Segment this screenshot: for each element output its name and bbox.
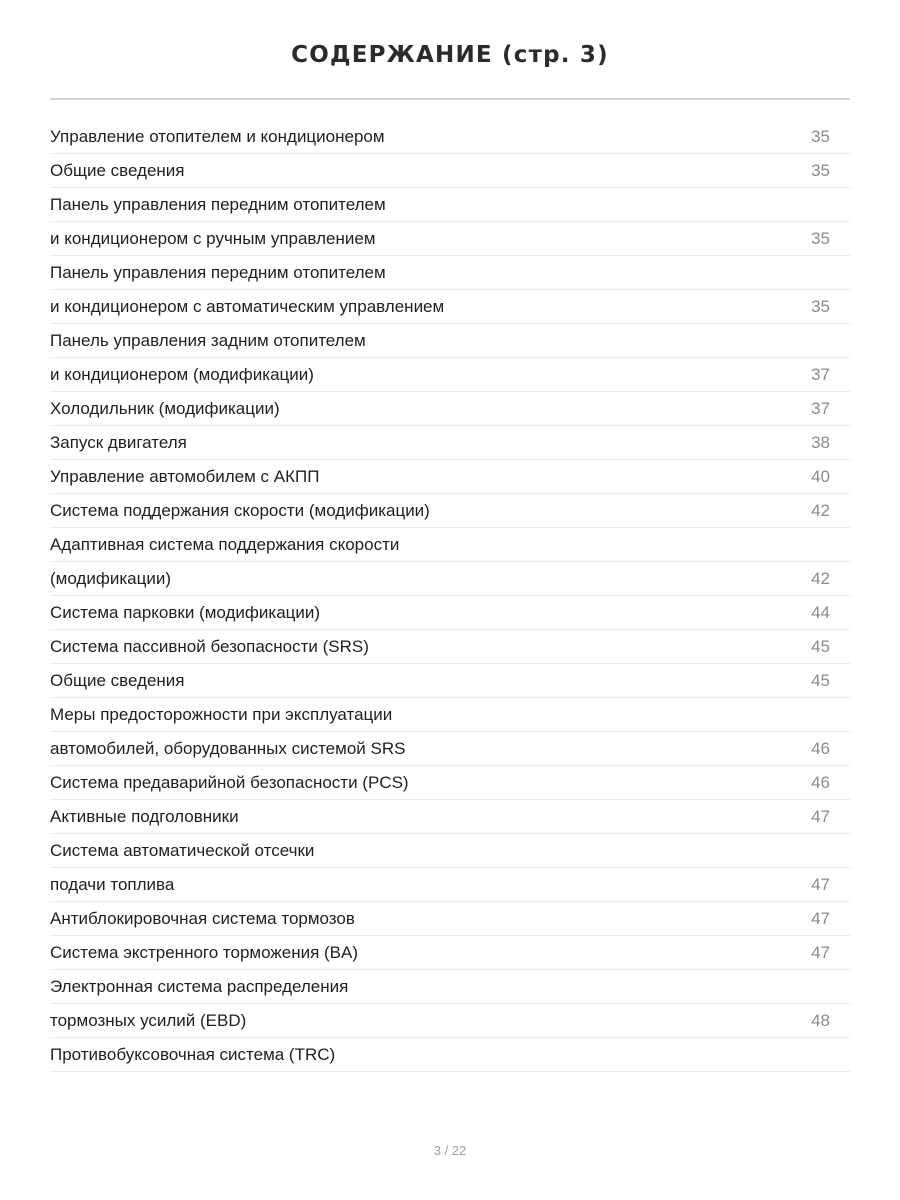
toc-entry-title: и кондиционером с автоматическим управлением <box>50 296 445 316</box>
toc-entry-page: 47 <box>811 942 830 962</box>
toc-entry-title: Управление отопителем и кондиционером <box>50 126 385 146</box>
toc-entry-title: Общие сведения <box>50 160 185 180</box>
toc-entry[interactable] <box>50 392 850 426</box>
toc-entry-title: Антиблокировочная система тормозов <box>50 908 355 928</box>
toc-entry[interactable] <box>50 562 850 596</box>
toc-entry-title: (модификации) <box>50 568 171 588</box>
toc-entry-page: 45 <box>811 670 830 690</box>
toc-entry[interactable] <box>50 766 850 800</box>
toc-entry-page: 38 <box>811 432 830 452</box>
toc-entry-title: Система пассивной безопасности (SRS) <box>50 636 369 656</box>
toc-entry-title: Холодильник (модификации) <box>50 398 280 418</box>
toc-entry-title: Панель управления задним отопителем <box>50 330 366 350</box>
toc-entry-title: Меры предосторожности при эксплуатации <box>50 704 393 724</box>
toc-entry-title: Общие сведения <box>50 670 185 690</box>
toc-entry-page: 44 <box>811 602 830 622</box>
toc-entry[interactable] <box>50 256 850 290</box>
toc-entry-page: 42 <box>811 568 830 588</box>
toc-entry[interactable] <box>50 460 850 494</box>
toc-entry-title: и кондиционером с ручным управлением <box>50 228 376 248</box>
toc-entry-title: Управление автомобилем с АКПП <box>50 466 320 486</box>
page-number: 3 / 22 <box>433 1143 467 1158</box>
toc-entry[interactable] <box>50 800 850 834</box>
toc-entry-page: 45 <box>811 636 830 656</box>
table-of-contents <box>50 120 850 1072</box>
toc-entry[interactable] <box>50 732 850 766</box>
toc-entry[interactable] <box>50 358 850 392</box>
toc-entry[interactable] <box>50 120 850 154</box>
toc-entry[interactable] <box>50 426 850 460</box>
toc-entry-title: Система парковки (модификации) <box>50 602 321 622</box>
toc-entry-title: Система экстренного торможения (BA) <box>50 942 359 962</box>
toc-entry-page: 35 <box>811 126 830 146</box>
toc-entry-page: 37 <box>811 364 830 384</box>
toc-entry[interactable] <box>50 936 850 970</box>
toc-entry-title: и кондиционером (модификации) <box>50 364 314 384</box>
toc-entry-title: Противобуксовочная система (TRC) <box>50 1044 336 1064</box>
toc-entry[interactable] <box>50 188 850 222</box>
toc-entry-page: 47 <box>811 874 830 894</box>
toc-entry-title: Активные подголовники <box>50 806 239 826</box>
toc-entry[interactable] <box>50 290 850 324</box>
toc-entry[interactable] <box>50 698 850 732</box>
title-divider <box>50 98 850 100</box>
toc-entry[interactable] <box>50 494 850 528</box>
toc-entry-page: 48 <box>811 1010 830 1030</box>
toc-entry-title: Система предаварийной безопасности (PCS) <box>50 772 409 792</box>
toc-entry-title: тормозных усилий (EBD) <box>50 1010 247 1030</box>
toc-entry-page: 42 <box>811 500 830 520</box>
toc-entry-page: 47 <box>811 908 830 928</box>
toc-entry[interactable] <box>50 154 850 188</box>
toc-entry-page: 46 <box>811 738 830 758</box>
toc-entry[interactable] <box>50 868 850 902</box>
toc-entry-title: Адаптивная система поддержания скорости <box>50 534 400 554</box>
toc-entry-title: Система автоматической отсечки <box>50 840 315 860</box>
toc-entry-title: подачи топлива <box>50 874 175 894</box>
toc-entry-page: 35 <box>811 228 830 248</box>
toc-entry-page: 47 <box>811 806 830 826</box>
toc-entry-title: автомобилей, оборудованных системой SRS <box>50 738 406 758</box>
toc-entry-page: 35 <box>811 160 830 180</box>
toc-entry-title: Панель управления передним отопителем <box>50 194 386 214</box>
toc-entry-page: 35 <box>811 296 830 316</box>
toc-entry-page: 40 <box>811 466 830 486</box>
toc-entry[interactable] <box>50 324 850 358</box>
toc-entry[interactable] <box>50 528 850 562</box>
toc-entry-title: Система поддержания скорости (модификации) <box>50 500 430 520</box>
toc-entry-title: Электронная система распределения <box>50 976 349 996</box>
toc-entry[interactable] <box>50 222 850 256</box>
toc-entry[interactable] <box>50 1038 850 1072</box>
toc-entry-title: Панель управления передним отопителем <box>50 262 386 282</box>
toc-entry[interactable] <box>50 834 850 868</box>
toc-entry-page: 37 <box>811 398 830 418</box>
toc-entry-page: 46 <box>811 772 830 792</box>
toc-entry[interactable] <box>50 1004 850 1038</box>
toc-entry[interactable] <box>50 596 850 630</box>
toc-entry[interactable] <box>50 664 850 698</box>
toc-entry[interactable] <box>50 630 850 664</box>
page-title: СОДЕРЖАНИЕ (стр. 3) <box>291 42 609 68</box>
toc-entry-title: Запуск двигателя <box>50 432 187 452</box>
toc-entry[interactable] <box>50 902 850 936</box>
toc-entry[interactable] <box>50 970 850 1004</box>
